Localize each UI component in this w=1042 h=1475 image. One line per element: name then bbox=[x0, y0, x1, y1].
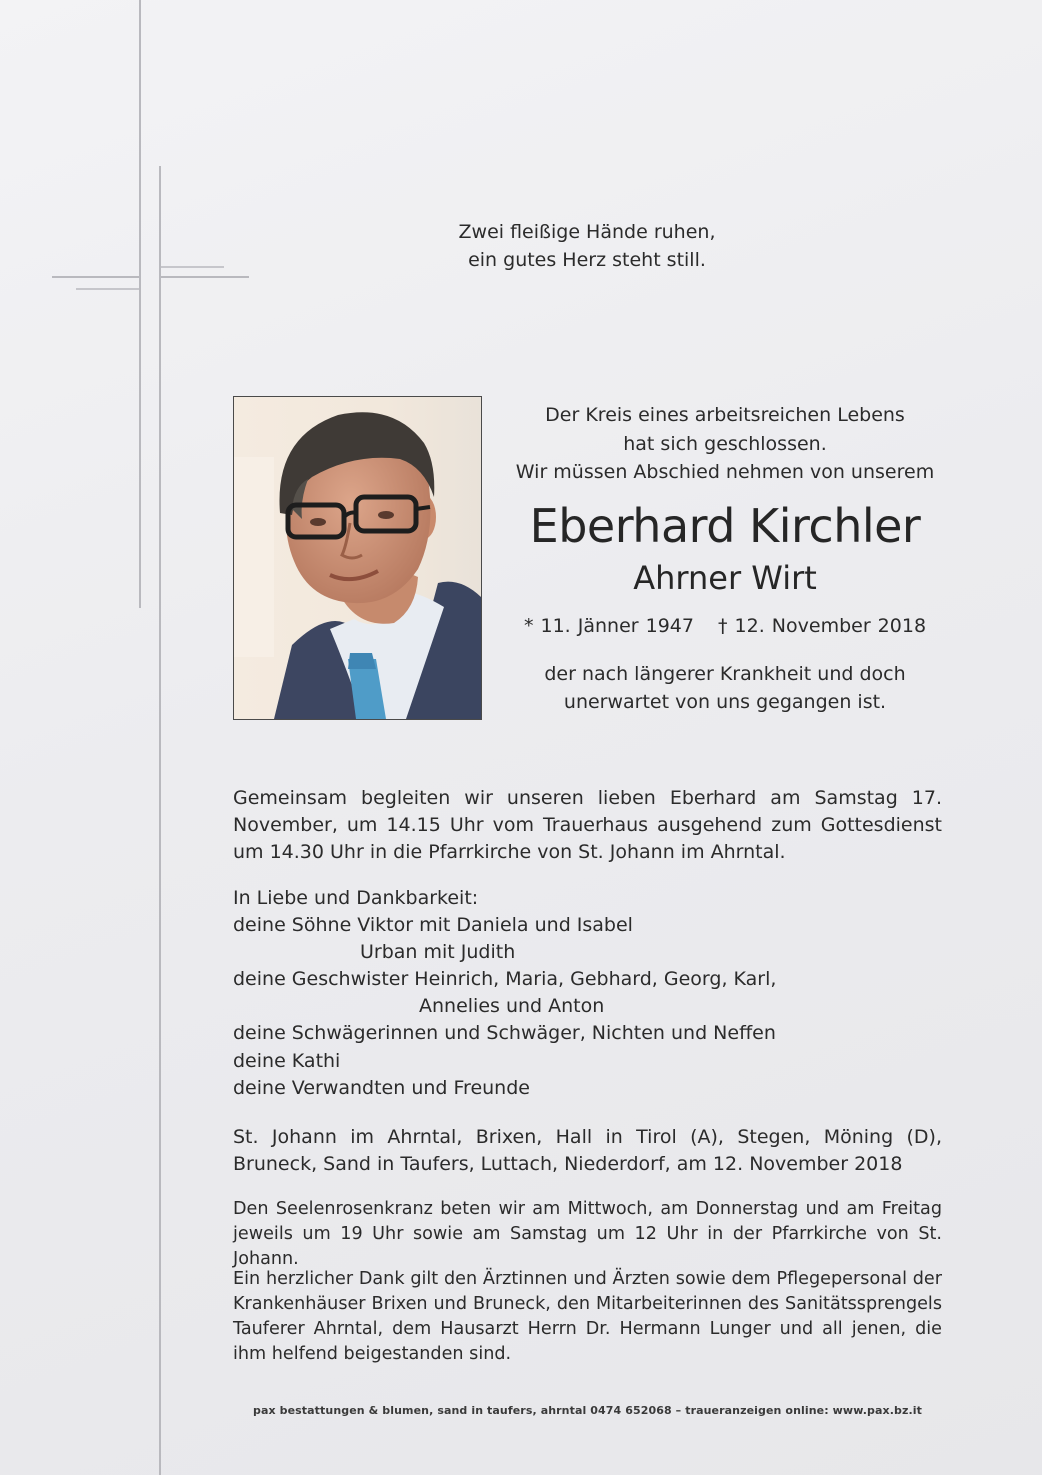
deceased-nickname: Ahrner Wirt bbox=[633, 559, 817, 597]
deceased-name: Eberhard Kirchler bbox=[529, 499, 921, 553]
rosary-notice: Den Seelenrosenkranz beten wir am Mittwoch, am Donnerstag und am Freitag jeweils um 19 Uhr sowie am Samstag um 12 Uhr in der Pfarrkirche von St. Johann. bbox=[233, 1199, 942, 1269]
quote-line: ein gutes Herz steht still. bbox=[468, 249, 706, 271]
birth-date: * 11. Jänner 1947 bbox=[523, 615, 694, 637]
life-dates bbox=[510, 612, 940, 640]
death-note-line: unerwartet von uns gegangen ist. bbox=[563, 691, 887, 713]
family-line: Urban mit Judith bbox=[360, 941, 516, 964]
cross-horizontal-line-left bbox=[52, 276, 141, 278]
quote-line: Zwei fleißige Hände ruhen, bbox=[458, 221, 716, 243]
funeral-home-footer: pax bestattungen & blumen, sand in taufers, ahrntal 0474 652068 – traueranzeigen online: www.pax.bz.it bbox=[253, 1404, 922, 1417]
memorial-quote bbox=[400, 218, 774, 274]
thanks-notice: Ein herzlicher Dank gilt den Ärztinnen und Ärzten sowie dem Pflegepersonal der Krankenhäuser Brixen und Bruneck, den Mitarbeiterinnen des Sanitätssprengels Tauferer Ahrntal, dem Hausarzt Herrn Dr. Hermann Lunger und all jenen, die ihm helfend beigestanden sind. bbox=[233, 1269, 942, 1364]
funeral-announcement: Gemeinsam begleiten wir unseren lieben Eberhard am Samstag 17. November, um 14.15 Uhr vom Trauerhaus ausgehend zum Gottesdienst um 14.30 Uhr in die Pfarrkirche von St. Johann im Ahrntal. bbox=[233, 787, 942, 863]
family-line: deine Schwägerinnen und Schwäger, Nichten und Neffen bbox=[233, 1022, 776, 1045]
intro-line: Wir müssen Abschied nehmen von unserem bbox=[515, 461, 935, 483]
intro-line: hat sich geschlossen. bbox=[623, 432, 827, 455]
family-list bbox=[233, 885, 942, 1102]
death-note bbox=[510, 660, 940, 716]
death-note-line: der nach längerer Krankheit und doch bbox=[544, 663, 906, 685]
family-line: deine Geschwister Heinrich, Maria, Gebhard, Georg, Karl, bbox=[233, 968, 777, 991]
death-date: † 12. November 2018 bbox=[718, 615, 927, 637]
portrait-illustration bbox=[234, 397, 481, 719]
family-line: deine Kathi bbox=[233, 1049, 341, 1072]
cross-shadow-line-left bbox=[76, 288, 139, 290]
family-heading: In Liebe und Dankbarkeit: bbox=[233, 887, 479, 909]
cross-vertical-line-right bbox=[159, 166, 161, 1475]
intro-line: Der Kreis eines arbeitsreichen Lebens bbox=[545, 404, 905, 426]
places-and-date: St. Johann im Ahrntal, Brixen, Hall in Tirol (A), Stegen, Möning (D), Bruneck, Sand in Taufers, Luttach, Niederdorf, am 12. November 2018 bbox=[233, 1126, 942, 1175]
portrait-photo bbox=[233, 396, 482, 720]
family-line: deine Verwandten und Freunde bbox=[233, 1076, 530, 1099]
cross-horizontal-line-right bbox=[161, 276, 249, 278]
family-line: Annelies und Anton bbox=[419, 995, 605, 1018]
family-line: deine Söhne Viktor mit Daniela und Isabel bbox=[233, 914, 633, 937]
cross-vertical-line-left bbox=[139, 0, 141, 608]
intro-text bbox=[510, 401, 940, 487]
cross-shadow-line-right bbox=[161, 266, 224, 268]
